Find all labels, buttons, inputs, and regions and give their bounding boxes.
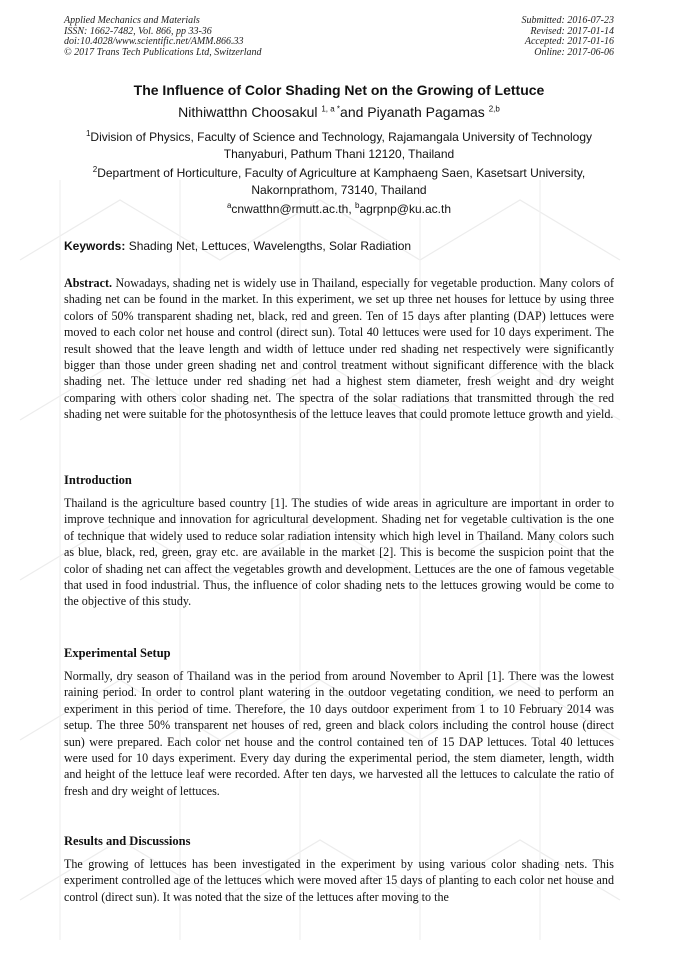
journal-info [64,16,262,58]
issn-line: ISSN: 1662-7482, Vol. 866, pp 33-36 [64,25,212,37]
abstract [64,275,614,423]
section-heading-experimental: Experimental Setup [64,646,171,660]
email-b-sup: b [354,201,360,210]
email-a-sup: a [226,201,232,210]
affiliation-2 [64,165,614,199]
email-b: agrpnp@ku.ac.th [359,202,452,216]
keywords-text: Shading Net, Lettuces, Wavelengths, Solar Radiation [125,239,412,253]
email-line [64,201,614,218]
abstract-label: Abstract. [64,276,113,290]
revised-date: Revised: 2017-01-14 [530,25,614,37]
affiliation-1-sup: 1 [85,129,91,138]
affiliation-1-text: Division of Physics, Faculty of Science and Technology, Rajamangala University of Technology Thanyaburi, Pathum Thani 12120, Thailand [90,130,593,161]
copyright-line: © 2017 Trans Tech Publications Ltd, Switzerland [64,46,262,58]
author-line [0,103,678,121]
section-heading-results: Results and Discussions [64,834,191,848]
paper-title: The Influence of Color Shading Net on the Growing of Lettuce [133,82,545,98]
introduction-text: Thailand is the agriculture based country [1]. The studies of wide areas in agriculture are important in order to improve technique and innovation for agricultural development. Shading net for vegetable cultivation is the one of technique that widely used to reduce solar radiation intensity which high level in Thailand. Many colors such as blue, black, red, green, gray etc. are available in the market [2]. This is become the suspicion point that the color of shading net can affect the vegetables growth and development. Lettuces are the one of famous vegetable that used in food industrial. Thus, the influence of color shading nets to the lettuces growing would be come to the objective of this study. [64,496,614,609]
affiliation-2-text: Department of Horticulture, Faculty of Agriculture at Kamphaeng Saen, Kasetsart University, Nakornprathom, 73140, Thailand [97,166,586,197]
results-text: The growing of lettuces has been investigated in the experiment by using various color shading nets. This experiment controlled age of the lettuces which were moved after 15 days of planting to each color net house and control (direct sun). It was noted that the size of the lettuces after moving to the [64,857,614,904]
email-a: cnwatthn@rmutt.ac.th, [231,202,355,216]
publication-dates [522,16,615,58]
keywords-label: Keywords: [64,239,126,253]
accepted-date: Accepted: 2017-01-16 [524,36,614,47]
submitted-date: Submitted: 2016-07-23 [521,15,614,26]
doi-line: doi:10.4028/www.scientific.net/AMM.866.33 [64,36,244,47]
affiliation-1 [64,129,614,163]
abstract-text: Nowadays, shading net is widely use in Thailand, especially for vegetable production. Many colors of shading net can be found in the market. In this experiment, we set up three net houses for lettuce by using three colors of 50% transparent shading net, black, red and green. Ten of 15 days after planting (DAP) lettuces were moved to each color net house and control (direct sun). Total 40 lettuces were used for 10 days experiment. The result showed that the leave length and width of lettuce under red shading net respectively were significantly bigger than those under green shading net and control treatment without significant difference with the black shading net. The lettuce under red shading net had a highest stem diameter, fresh weight and dry weight comparing with others color shading net. The spectra of the solar radiations that transmitted through the red shading net were suitable for the photosynthesis of the lettuce leaves that could promote lettuce growth and yield. [64,276,614,422]
author-joiner: and Piyanath Pagamas [340,104,489,120]
keywords [64,238,614,255]
experimental-text: Normally, dry season of Thailand was in the period from around November to April [1]. There was the lowest raining period. In order to control plant watering in the outdoor vegetating condition, we need to perform an experiment in this period of time. Therefore, the 10 days outdoor experiment from 1 to 10 February 2014 was setup. The three 50% transparent net houses of red, green and black colors including the control house (direct sun) were prepared. Each color net house and the control contained ten of 15 DAP lettuces. Total 40 lettuces were used for 10 days experiment. Every day during the experimental period, the stem diameter, length, width and height of the lettuce leaf were recorded. After ten days, we harvested all the lettuces to calculate the ratio of fresh and dry weight of lettuces. [64,669,614,798]
section-heading-introduction: Introduction [64,473,132,487]
author-1: Nithiwatthn Choosakul [178,104,322,120]
online-date: Online: 2017-06-06 [534,46,614,58]
author-2-sup: 2,b [488,104,500,114]
affiliation-2-sup: 2 [92,165,98,174]
author-1-sup: 1, a * [321,104,341,114]
journal-name: Applied Mechanics and Materials [64,15,200,26]
